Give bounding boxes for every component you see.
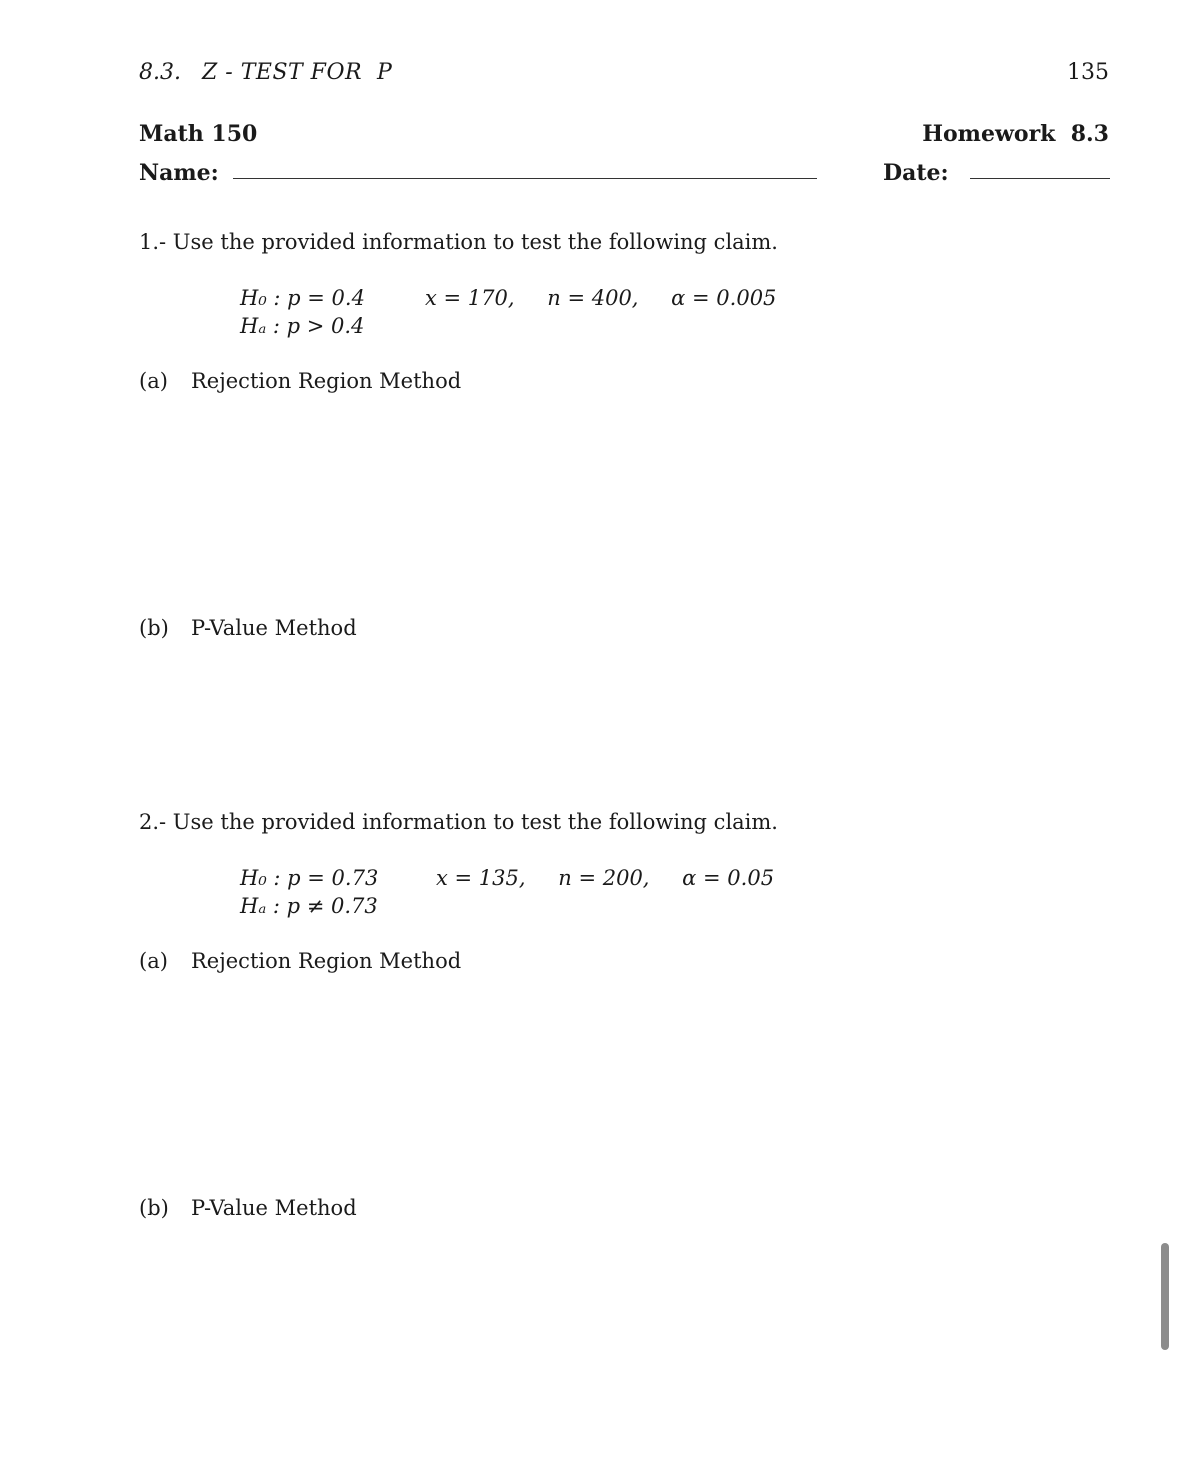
homework-title: Homework 8.3	[922, 121, 1109, 147]
question-2-part-b-text: P-Value Method	[191, 1196, 357, 1220]
question-1-part-b	[139, 616, 357, 640]
question-2-part-a-label: (a)	[139, 949, 168, 973]
question-1-prompt: 1.- Use the provided information to test the following claim.	[139, 230, 778, 254]
question-1-part-a	[139, 369, 461, 393]
question-2-null-hypothesis: H₀ : p = 0.73	[240, 866, 379, 890]
question-1-null-hypothesis: H₀ : p = 0.4	[240, 286, 365, 310]
question-2-part-a	[139, 949, 461, 973]
date-blank-line	[970, 178, 1110, 179]
question-2-n-value: n = 200,	[558, 866, 650, 890]
name-label: Name:	[139, 160, 219, 186]
page-number: 135	[1067, 60, 1109, 85]
section-number: 8.3.	[139, 60, 181, 85]
question-2-alt-hypothesis: Hₐ : p ≠ 0.73	[240, 894, 378, 918]
name-blank-line	[233, 178, 817, 179]
question-2-given-values	[436, 866, 774, 890]
section-variable: P	[377, 60, 392, 85]
question-1-n-value: n = 400,	[547, 286, 639, 310]
question-1-part-a-text: Rejection Region Method	[191, 369, 462, 393]
question-2-part-b	[139, 1196, 357, 1220]
section-title: Z - TEST FOR	[202, 60, 363, 85]
date-label: Date:	[883, 160, 949, 186]
question-1-given-values	[425, 286, 776, 310]
question-1-part-b-text: P-Value Method	[191, 616, 357, 640]
question-2-x-value: x = 135,	[436, 866, 526, 890]
question-2-part-a-text: Rejection Region Method	[191, 949, 462, 973]
question-2-alpha-value: α = 0.05	[682, 866, 775, 890]
question-1-x-value: x = 170,	[425, 286, 515, 310]
vertical-scrollbar-thumb[interactable]	[1161, 1243, 1169, 1350]
question-1-part-a-label: (a)	[139, 369, 168, 393]
question-2-prompt: 2.- Use the provided information to test the following claim.	[139, 810, 778, 834]
course-title: Math 150	[139, 121, 258, 147]
question-1-alpha-value: α = 0.005	[671, 286, 777, 310]
question-2-part-b-label: (b)	[139, 1196, 169, 1220]
question-1-part-b-label: (b)	[139, 616, 169, 640]
question-1-alt-hypothesis: Hₐ : p > 0.4	[240, 314, 365, 338]
